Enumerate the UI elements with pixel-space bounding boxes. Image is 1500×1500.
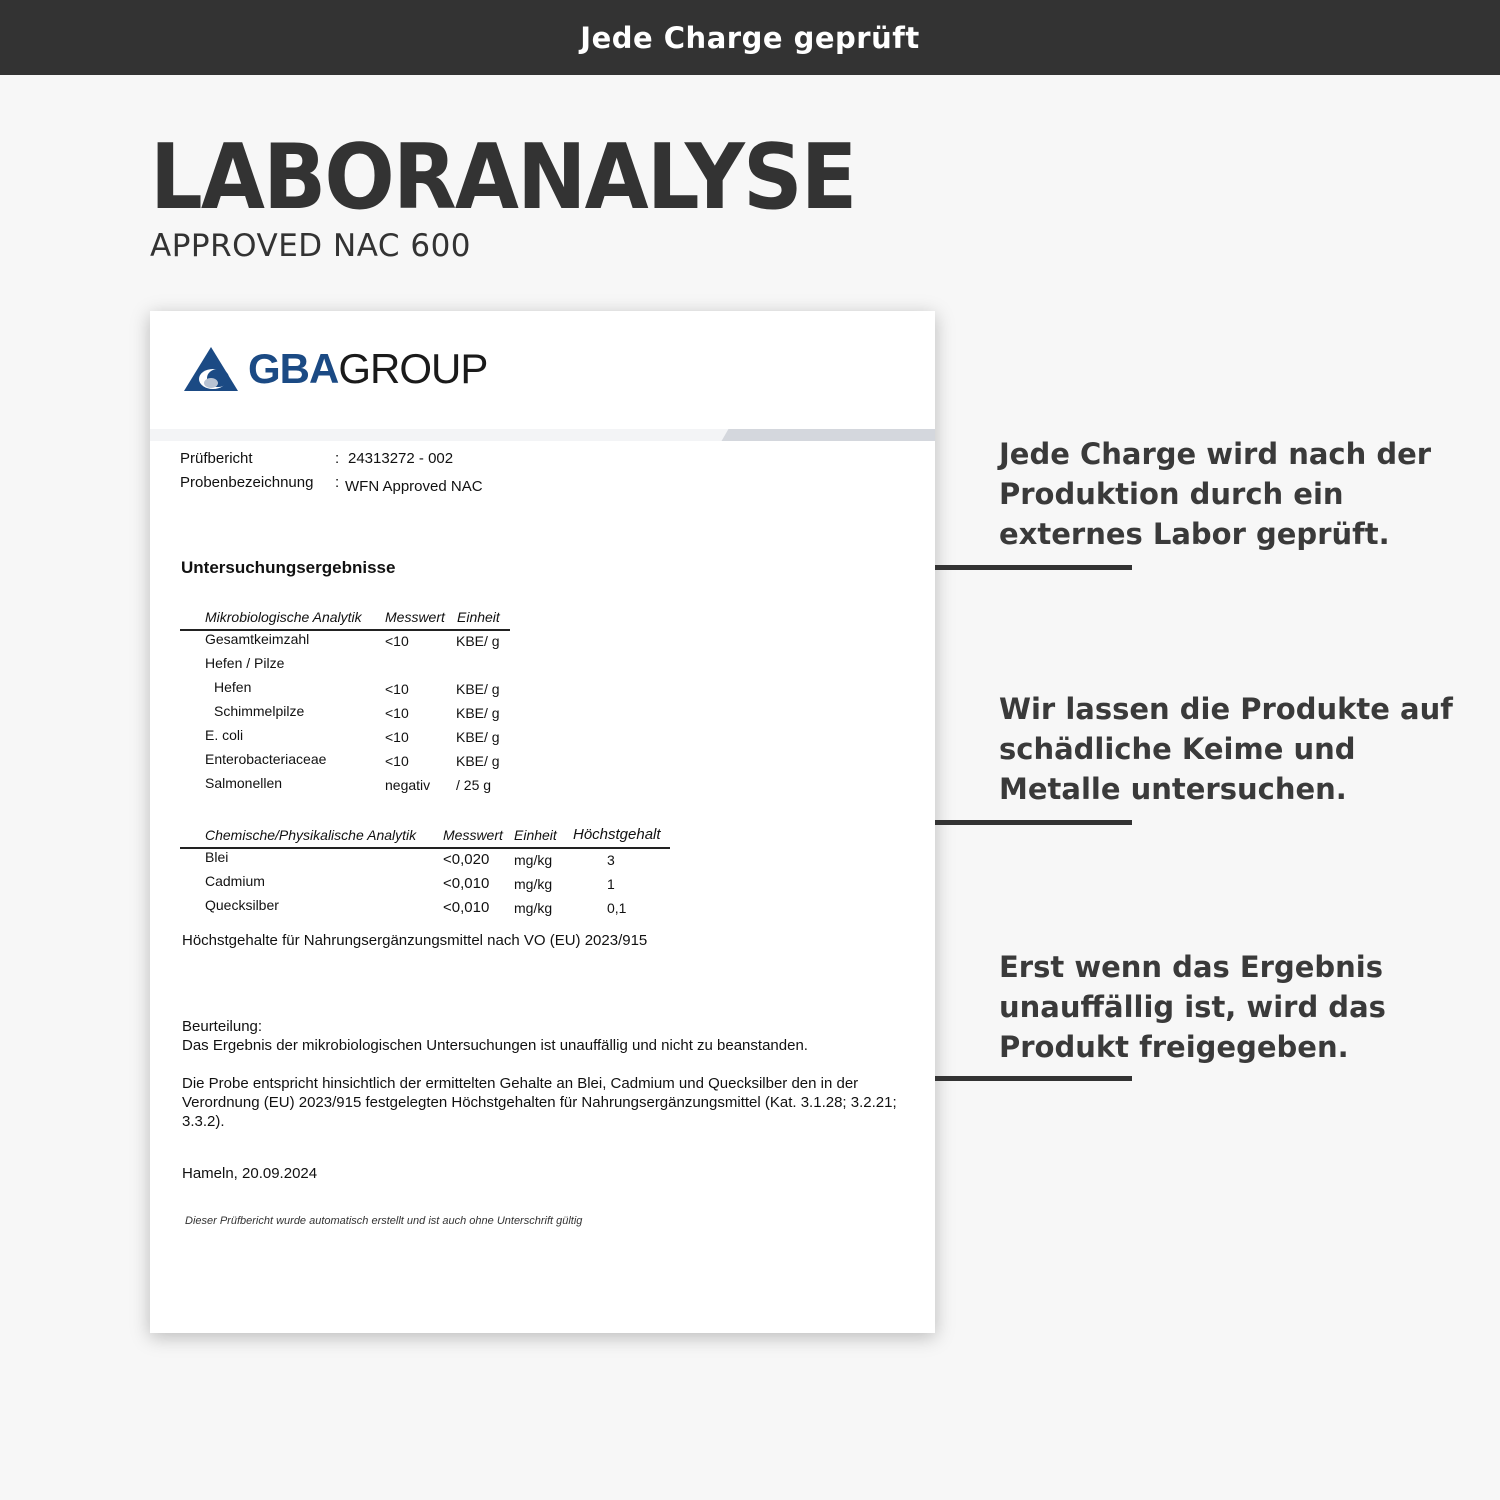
micro-row-name: Salmonellen: [205, 775, 283, 791]
connector-line-3: [935, 1076, 1132, 1081]
header-band-accent: [722, 429, 935, 441]
micro-row-name: Gesamtkeimzahl: [205, 631, 310, 647]
chem-row-unit: mg/kg: [514, 852, 553, 868]
meta-label: Probenbezeichnung: [180, 474, 314, 491]
micro-row-name: E. coli: [205, 727, 244, 743]
micro-row-name: Hefen: [214, 679, 252, 695]
chem-row-unit: mg/kg: [514, 876, 553, 892]
assessment-metals: Die Probe entspricht hinsichtlich der ermittelten Gehalte an Blei, Cadmium und Quecksilber den in der Verordnung (EU) 2023/915 festgelegten Höchstgehalten für Nahrungsergänzungsmittel (Kat. 3.1.28; 3.2.21; 3.3.2).: [182, 1075, 897, 1130]
table-header: Messwert: [385, 609, 445, 625]
micro-row-unit: KBE/ g: [456, 633, 500, 649]
meta-label: Prüfbericht: [180, 450, 253, 467]
annotation-1: Jede Charge wird nach der Produktion durch ein externes Labor geprüft.: [999, 437, 1432, 551]
micro-row-value: <10: [385, 633, 409, 649]
lab-report: GBAGROUP Prüfbericht : 24313272 - 002 Probenbezeichnung : WFN Approved NAC Untersuchungsergebnisse Mikrobiologische Analytik Messwert Einheit Gesamtkeimzahl <10 KBE/ g Hefen / Pilze Hefen <10 KBE/ g Schimmelpilze <10 KBE/ g E. coli <10 KBE/ g Enterobacteriaceae <10 KBE/ g Salmonellen negativ / 25 g Chemische/Physikalische Analytik Messwert Einheit Höchstgehalt Blei <0,020 mg/kg 3 Cadmium <0,010 mg/kg 1 Quecksilber <0,010 mg/kg 0,1 Höchstgehalte für Nahrungsergänzungsmittel nach VO (EU) 2023/915 Beurteilung: Das Ergebnis der mikrobiologischen Untersuchungen ist unauffällig und nicht zu beanstanden. Die Probe entspricht hinsichtlich der ermittelten Gehalte an Blei, Cadmium und Quecksilber den in der Verordnung (EU) 2023/915 festgelegten Höchstgehalten für Nahrungsergänzungsmittel (Kat. 3.1.28; 3.2.21; 3.3.2). Hameln, 20.09.2024 Dieser Prüfbericht wurde automatisch erstellt und ist auch ohne Unterschrift gültig: [150, 311, 935, 1333]
micro-row-value: <10: [385, 729, 409, 745]
micro-row-unit: KBE/ g: [456, 753, 500, 769]
table-header: Einheit: [514, 827, 557, 843]
micro-row-name: Hefen / Pilze: [205, 655, 285, 671]
chem-row-value: <0,010: [443, 875, 490, 892]
micro-row-unit: / 25 g: [456, 777, 492, 793]
micro-row-unit: KBE/ g: [456, 705, 500, 721]
meta-value: WFN Approved NAC: [345, 478, 483, 495]
table-header: Mikrobiologische Analytik: [205, 609, 362, 625]
table-header: Höchstgehalt: [573, 826, 661, 843]
chem-row-unit: mg/kg: [514, 900, 553, 916]
assessment-label: Beurteilung:: [182, 1018, 263, 1035]
micro-row-unit: KBE/ g: [456, 729, 500, 745]
meta-value: 24313272 - 002: [348, 450, 454, 467]
table-header: Chemische/Physikalische Analytik: [205, 827, 417, 843]
gba-logo: [182, 345, 487, 393]
micro-row-name: Schimmelpilze: [214, 703, 305, 719]
banner-text: Jede Charge geprüft: [580, 20, 920, 55]
chem-row-max: 1: [607, 876, 615, 892]
report-footer: Dieser Prüfbericht wurde automatisch erstellt und ist auch ohne Unterschrift gültig: [185, 1215, 583, 1227]
logo-text-bold: GBA: [248, 345, 339, 392]
chem-note: Höchstgehalte für Nahrungsergänzungsmittel nach VO (EU) 2023/915: [182, 932, 648, 949]
chem-row-name: Cadmium: [205, 873, 265, 889]
micro-row-value: <10: [385, 705, 409, 721]
chem-row-max: 3: [607, 852, 615, 868]
connector-line-2: [935, 820, 1132, 825]
chem-row-value: <0,010: [443, 899, 490, 916]
chem-row-value: <0,020: [443, 851, 490, 868]
logo-text-light: GROUP: [338, 345, 488, 392]
gba-triangle-icon: [182, 345, 240, 393]
chem-row-name: Quecksilber: [205, 897, 279, 913]
top-banner: [0, 0, 1500, 75]
table-header: Einheit: [457, 609, 500, 625]
annotation-3: Erst wenn das Ergebnis unauffällig ist, wird das Produkt freigegeben.: [999, 950, 1386, 1064]
chem-row-name: Blei: [205, 849, 229, 865]
micro-row-value: negativ: [385, 777, 431, 793]
micro-row-value: <10: [385, 681, 409, 697]
page-title: LABORANALYSE: [150, 125, 856, 230]
connector-line-1: [935, 565, 1132, 570]
micro-row-value: <10: [385, 753, 409, 769]
micro-row-name: Enterobacteriaceae: [205, 751, 327, 767]
assessment-micro: Das Ergebnis der mikrobiologischen Untersuchungen ist unauffällig und nicht zu beanstanden.: [182, 1037, 808, 1054]
micro-row-unit: KBE/ g: [456, 681, 500, 697]
annotation-2: Wir lassen die Produkte auf schädliche Keime und Metalle untersuchen.: [999, 692, 1453, 806]
section-title: Untersuchungsergebnisse: [181, 558, 396, 577]
chem-row-max: 0,1: [607, 900, 627, 916]
place-date: Hameln, 20.09.2024: [182, 1165, 318, 1182]
table-rule: [180, 847, 670, 849]
page-subtitle: APPROVED NAC 600: [150, 228, 472, 264]
table-header: Messwert: [443, 827, 503, 843]
